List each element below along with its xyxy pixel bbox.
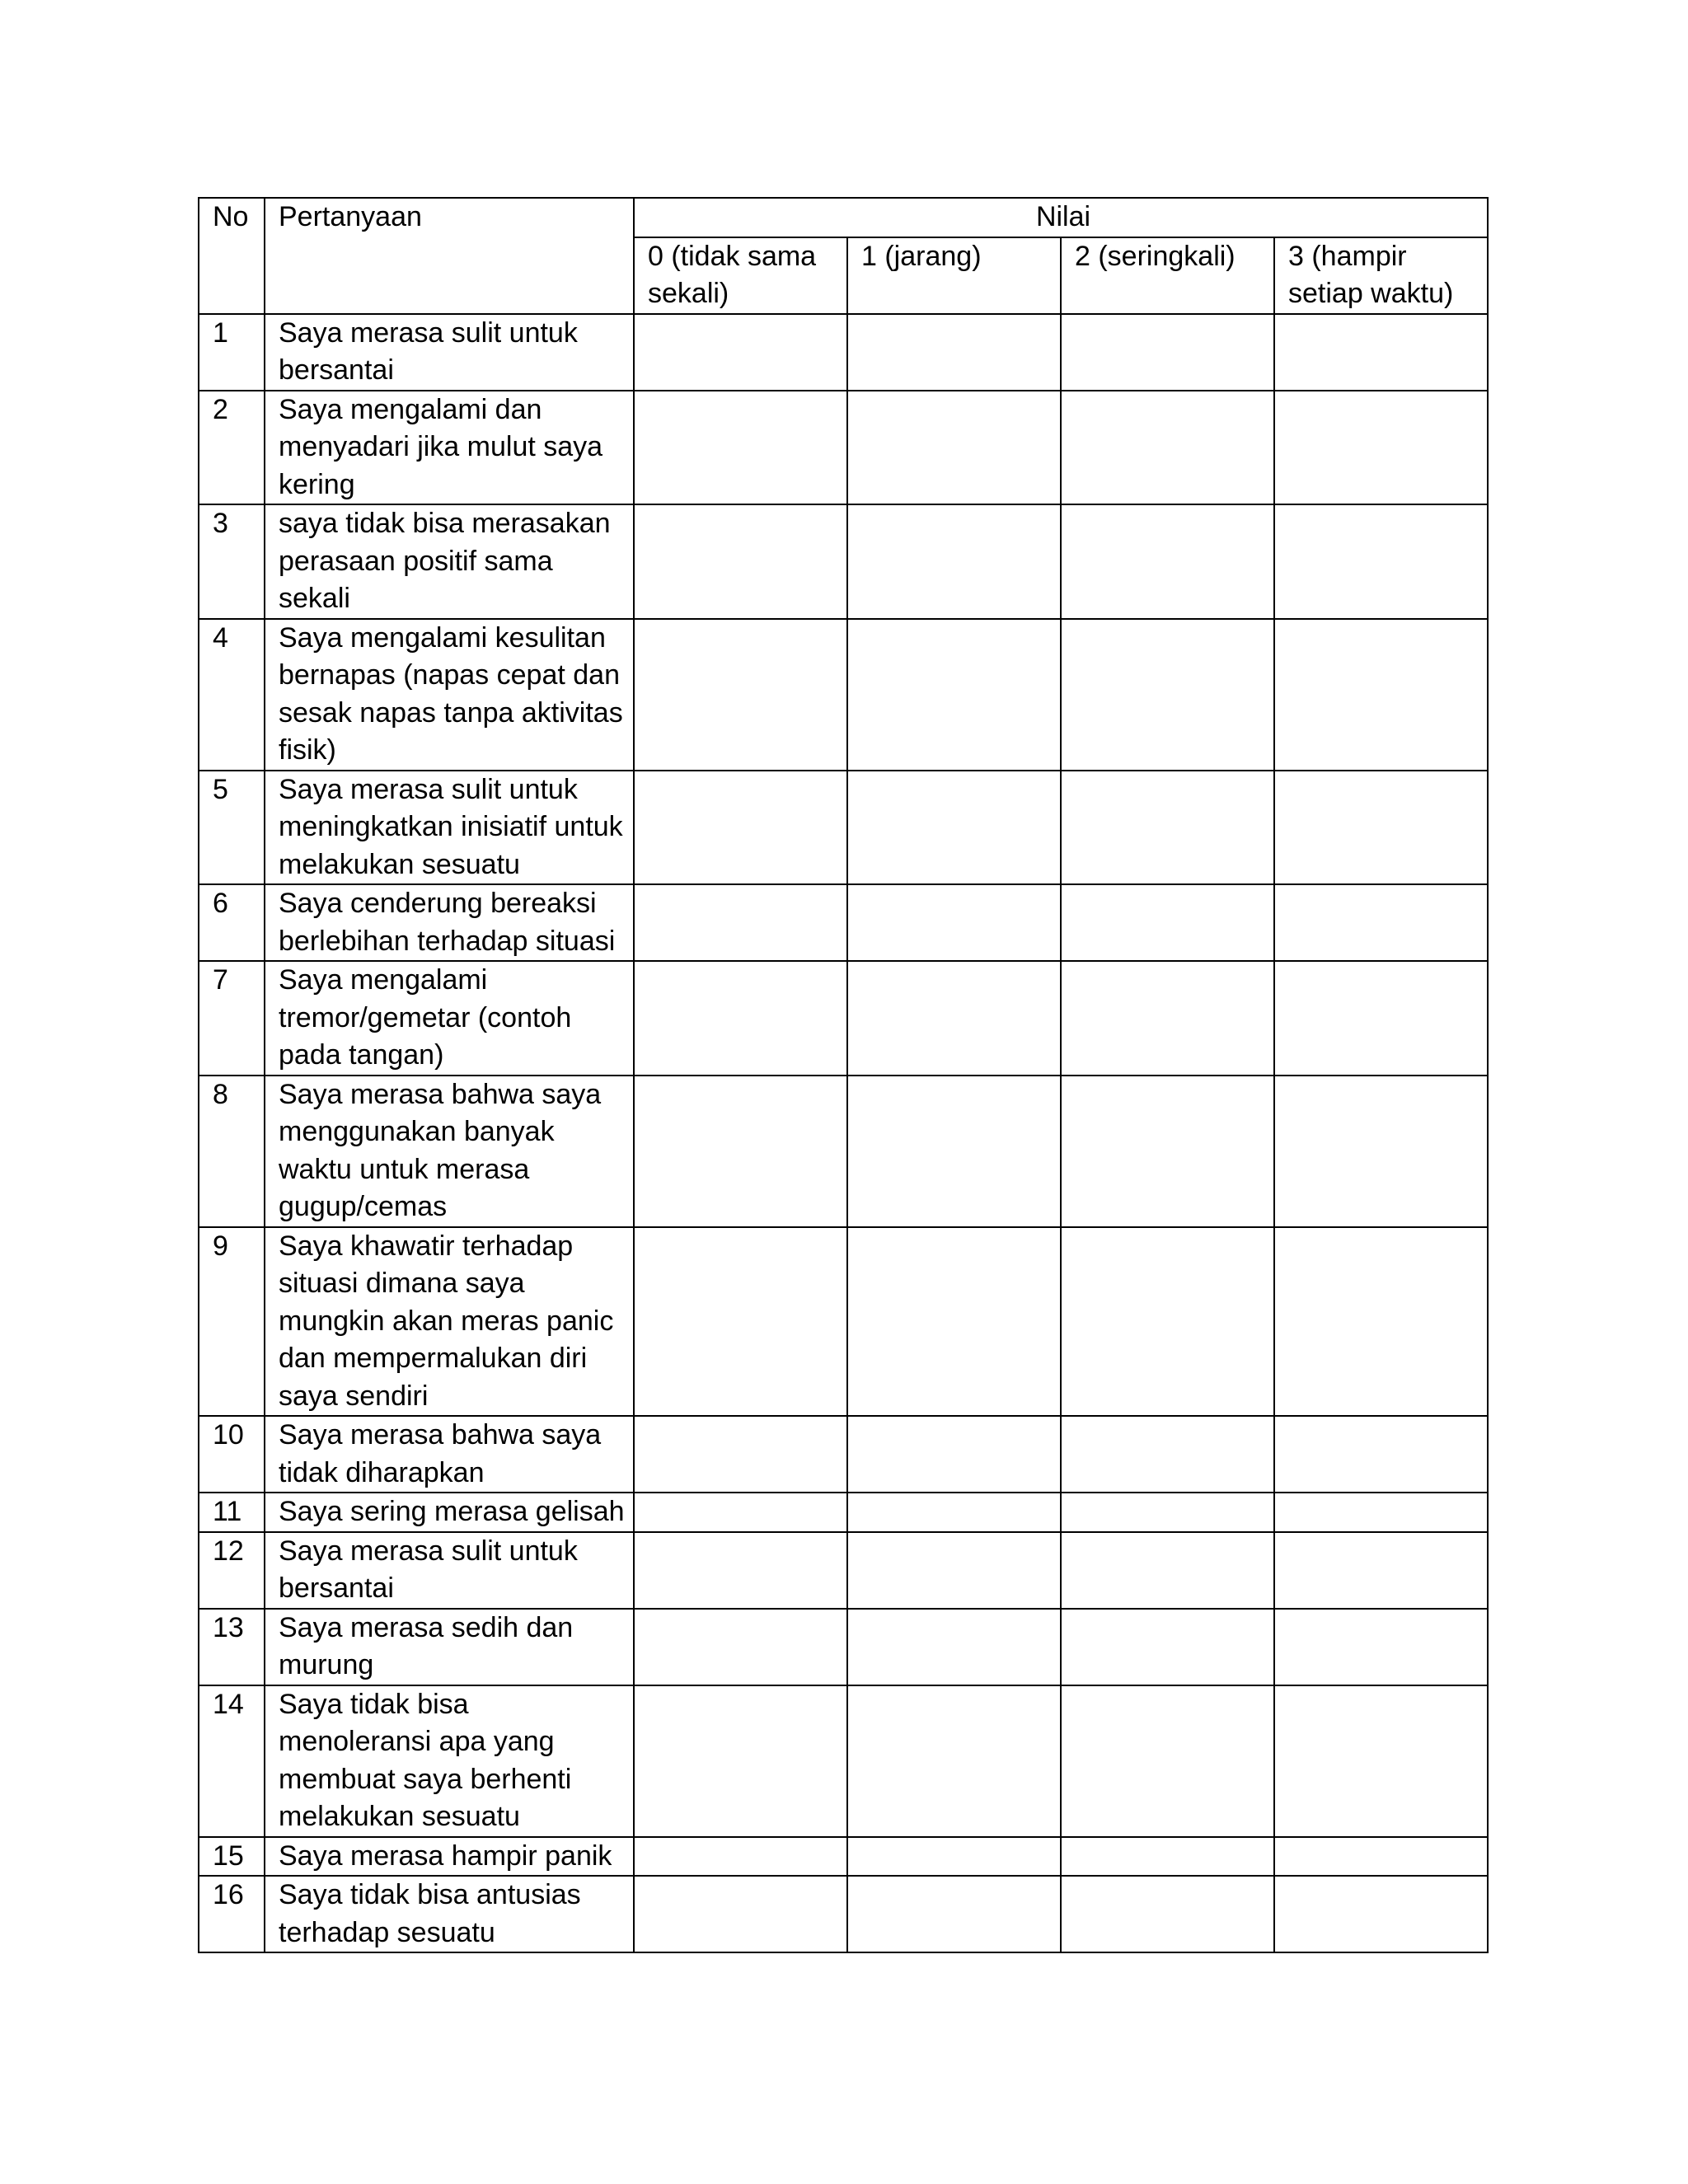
score-cell-1[interactable] <box>847 1532 1061 1609</box>
row-question: Saya mengalami kesulitan bernapas (napas cepat dan sesak napas tanpa aktivitas fisik) <box>265 619 634 771</box>
row-question: Saya merasa sulit untuk meningkatkan inisiatif untuk melakukan sesuatu <box>265 771 634 885</box>
table-row <box>199 1876 1488 1952</box>
questionnaire-table <box>198 197 1489 1953</box>
table-row <box>199 1076 1488 1227</box>
header-question: Pertanyaan <box>265 198 634 314</box>
table-row <box>199 884 1488 961</box>
score-cell-0[interactable] <box>634 619 847 771</box>
row-number: 9 <box>199 1227 265 1417</box>
header-score-0: 0 (tidak sama sekali) <box>634 237 847 314</box>
score-cell-0[interactable] <box>634 1416 847 1493</box>
score-cell-0[interactable] <box>634 1493 847 1532</box>
score-cell-1[interactable] <box>847 1609 1061 1685</box>
score-cell-0[interactable] <box>634 884 847 961</box>
score-cell-2[interactable] <box>1061 1227 1274 1417</box>
row-number: 16 <box>199 1876 265 1952</box>
table-row <box>199 1609 1488 1685</box>
score-cell-1[interactable] <box>847 961 1061 1076</box>
row-question: Saya tidak bisa antusias terhadap sesuatu <box>265 1876 634 1952</box>
row-question: Saya khawatir terhadap situasi dimana saya mungkin akan meras panic dan mempermalukan diri saya sendiri <box>265 1227 634 1417</box>
score-cell-0[interactable] <box>634 314 847 391</box>
score-cell-3[interactable] <box>1274 1493 1488 1532</box>
table-row <box>199 1685 1488 1837</box>
score-cell-0[interactable] <box>634 961 847 1076</box>
row-number: 15 <box>199 1837 265 1877</box>
row-number: 5 <box>199 771 265 885</box>
score-cell-3[interactable] <box>1274 884 1488 961</box>
row-number: 11 <box>199 1493 265 1532</box>
score-cell-3[interactable] <box>1274 1609 1488 1685</box>
table-row <box>199 1493 1488 1532</box>
score-cell-1[interactable] <box>847 391 1061 505</box>
score-cell-2[interactable] <box>1061 619 1274 771</box>
table-row <box>199 771 1488 885</box>
score-cell-2[interactable] <box>1061 1685 1274 1837</box>
score-cell-1[interactable] <box>847 619 1061 771</box>
row-number: 6 <box>199 884 265 961</box>
score-cell-1[interactable] <box>847 1227 1061 1417</box>
row-question: Saya merasa bahwa saya tidak diharapkan <box>265 1416 634 1493</box>
table-header <box>199 198 1488 314</box>
score-cell-3[interactable] <box>1274 314 1488 391</box>
score-cell-2[interactable] <box>1061 771 1274 885</box>
table-row <box>199 1532 1488 1609</box>
score-cell-3[interactable] <box>1274 504 1488 619</box>
score-cell-1[interactable] <box>847 884 1061 961</box>
score-cell-1[interactable] <box>847 1837 1061 1877</box>
table-row <box>199 504 1488 619</box>
score-cell-3[interactable] <box>1274 1837 1488 1877</box>
table-row <box>199 961 1488 1076</box>
score-cell-1[interactable] <box>847 504 1061 619</box>
table-row <box>199 391 1488 505</box>
row-question: Saya mengalami tremor/gemetar (contoh pada tangan) <box>265 961 634 1076</box>
score-cell-3[interactable] <box>1274 1416 1488 1493</box>
header-score-1: 1 (jarang) <box>847 237 1061 314</box>
score-cell-3[interactable] <box>1274 961 1488 1076</box>
row-number: 1 <box>199 314 265 391</box>
score-cell-0[interactable] <box>634 1076 847 1227</box>
row-number: 13 <box>199 1609 265 1685</box>
score-cell-0[interactable] <box>634 1685 847 1837</box>
row-question: Saya cenderung bereaksi berlebihan terhadap situasi <box>265 884 634 961</box>
score-cell-2[interactable] <box>1061 1876 1274 1952</box>
score-cell-3[interactable] <box>1274 771 1488 885</box>
table-row <box>199 1837 1488 1877</box>
row-question: Saya merasa hampir panik <box>265 1837 634 1877</box>
score-cell-2[interactable] <box>1061 1609 1274 1685</box>
score-cell-1[interactable] <box>847 314 1061 391</box>
score-cell-2[interactable] <box>1061 504 1274 619</box>
row-number: 14 <box>199 1685 265 1837</box>
table-body <box>199 314 1488 1953</box>
score-cell-0[interactable] <box>634 771 847 885</box>
row-number: 4 <box>199 619 265 771</box>
score-cell-1[interactable] <box>847 1493 1061 1532</box>
score-cell-1[interactable] <box>847 1416 1061 1493</box>
score-cell-3[interactable] <box>1274 1532 1488 1609</box>
score-cell-3[interactable] <box>1274 1227 1488 1417</box>
score-cell-1[interactable] <box>847 1876 1061 1952</box>
score-cell-2[interactable] <box>1061 961 1274 1076</box>
header-row-top <box>199 198 1488 237</box>
header-score-3: 3 (hampir setiap waktu) <box>1274 237 1488 314</box>
score-cell-0[interactable] <box>634 1876 847 1952</box>
row-number: 7 <box>199 961 265 1076</box>
header-score-2: 2 (seringkali) <box>1061 237 1274 314</box>
score-cell-2[interactable] <box>1061 1493 1274 1532</box>
score-cell-2[interactable] <box>1061 391 1274 505</box>
row-question: Saya merasa sedih dan murung <box>265 1609 634 1685</box>
score-cell-1[interactable] <box>847 1076 1061 1227</box>
row-question: Saya merasa sulit untuk bersantai <box>265 1532 634 1609</box>
row-question: Saya merasa bahwa saya menggunakan banyak waktu untuk merasa gugup/cemas <box>265 1076 634 1227</box>
header-score-group: Nilai <box>634 198 1488 237</box>
table-row <box>199 1416 1488 1493</box>
score-cell-2[interactable] <box>1061 1076 1274 1227</box>
score-cell-1[interactable] <box>847 1685 1061 1837</box>
score-cell-0[interactable] <box>634 1609 847 1685</box>
score-cell-3[interactable] <box>1274 1076 1488 1227</box>
score-cell-2[interactable] <box>1061 1532 1274 1609</box>
row-number: 3 <box>199 504 265 619</box>
row-question: Saya merasa sulit untuk bersantai <box>265 314 634 391</box>
score-cell-3[interactable] <box>1274 1685 1488 1837</box>
row-number: 8 <box>199 1076 265 1227</box>
score-cell-0[interactable] <box>634 1837 847 1877</box>
score-cell-3[interactable] <box>1274 391 1488 505</box>
row-question: Saya tidak bisa menoleransi apa yang membuat saya berhenti melakukan sesuatu <box>265 1685 634 1837</box>
row-question: Saya mengalami dan menyadari jika mulut saya kering <box>265 391 634 505</box>
row-number: 12 <box>199 1532 265 1609</box>
row-question: Saya sering merasa gelisah <box>265 1493 634 1532</box>
score-cell-0[interactable] <box>634 1532 847 1609</box>
score-cell-0[interactable] <box>634 504 847 619</box>
table-row <box>199 314 1488 391</box>
score-cell-0[interactable] <box>634 391 847 505</box>
score-cell-2[interactable] <box>1061 314 1274 391</box>
score-cell-1[interactable] <box>847 771 1061 885</box>
header-no: No <box>199 198 265 314</box>
score-cell-2[interactable] <box>1061 1416 1274 1493</box>
table-row <box>199 1227 1488 1417</box>
score-cell-3[interactable] <box>1274 1876 1488 1952</box>
table-row <box>199 619 1488 771</box>
score-cell-2[interactable] <box>1061 884 1274 961</box>
score-cell-3[interactable] <box>1274 619 1488 771</box>
row-question: saya tidak bisa merasakan perasaan positif sama sekali <box>265 504 634 619</box>
row-number: 2 <box>199 391 265 505</box>
score-cell-0[interactable] <box>634 1227 847 1417</box>
row-number: 10 <box>199 1416 265 1493</box>
score-cell-2[interactable] <box>1061 1837 1274 1877</box>
